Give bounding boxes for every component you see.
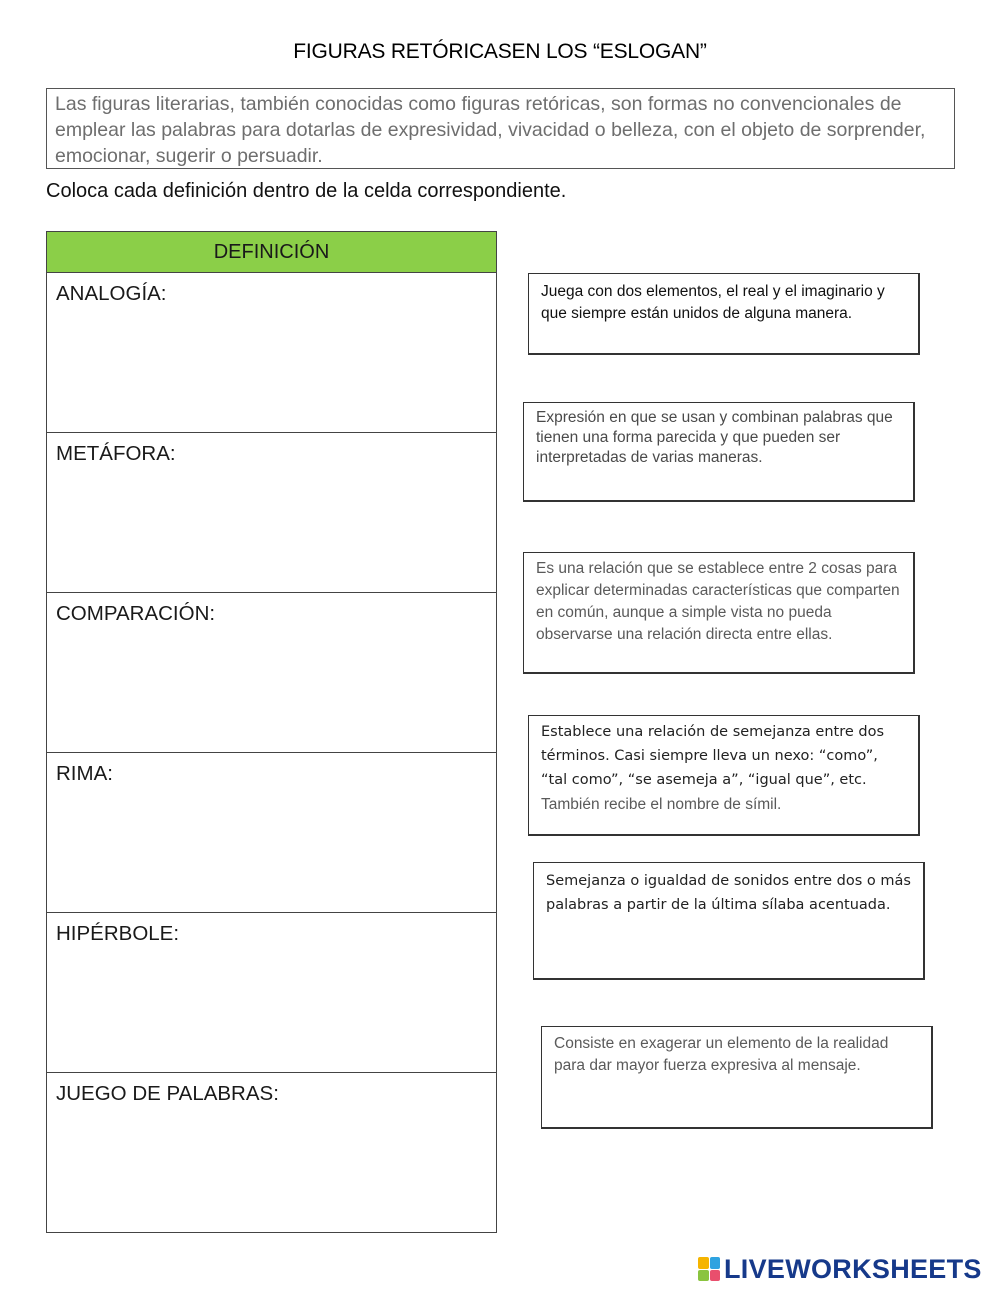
draggable-definition-card[interactable]: Es una relación que se establece entre 2 cosas para explicar determinadas características que comparten en común, aunque a simple vista no pueda observarse una relación directa entre ellas.	[523, 552, 915, 674]
card-text: Establece una relación de semejanza entre dos términos. Casi siempre lleva un nexo: “como”, “tal como”, “se asemeja a”, “igual que”, etc.	[541, 724, 885, 788]
draggable-definition-card[interactable]: Expresión en que se usan y combinan palabras que tienen una forma parecida y que pueden ser interpretadas de varias maneras.	[523, 402, 915, 502]
logo-block	[710, 1270, 721, 1282]
draggable-definition-card[interactable]: Consiste en exagerar un elemento de la realidad para dar mayor fuerza expresiva al mensaje.	[541, 1026, 933, 1129]
row-label: HIPÉRBOLE:	[56, 922, 180, 945]
row-label: RIMA:	[56, 762, 113, 785]
row-label: ANALOGÍA:	[56, 282, 167, 305]
table-header: DEFINICIÓN	[47, 232, 496, 273]
row-label: COMPARACIÓN:	[56, 602, 216, 625]
row-label: JUEGO DE PALABRAS:	[56, 1082, 279, 1105]
drop-cell-hiperbole[interactable]	[47, 913, 496, 1073]
liveworksheets-logo[interactable]	[698, 1252, 982, 1286]
logo-block	[698, 1257, 709, 1269]
logo-text: LIVEWORKSHEETS	[724, 1253, 982, 1284]
logo-block	[698, 1270, 709, 1282]
draggable-definition-card[interactable]	[528, 715, 920, 836]
drop-cell-juego-de-palabras[interactable]	[47, 1073, 496, 1233]
drop-cell-metafora[interactable]	[47, 433, 496, 593]
intro-box: Las figuras literarias, también conocidas como figuras retóricas, son formas no convencionales de emplear las palabras para dotarlas de expresividad, vivacidad o belleza, con el objeto de sorprender, emocionar, sugerir o persuadir.	[46, 88, 955, 169]
row-label: METÁFORA:	[56, 442, 176, 465]
liveworksheets-logo-icon	[698, 1257, 720, 1281]
draggable-definition-card[interactable]: Juega con dos elementos, el real y el imaginario y que siempre están unidos de alguna manera.	[528, 273, 920, 355]
drop-cell-analogia[interactable]	[47, 273, 496, 433]
worksheet-title: FIGURAS RETÓRICASEN LOS “ESLOGAN”	[293, 40, 707, 63]
draggable-definition-card[interactable]: Semejanza o igualdad de sonidos entre dos o más palabras a partir de la última sílaba acentuada.	[533, 862, 925, 980]
definitions-table	[46, 231, 497, 1233]
logo-block	[710, 1257, 721, 1269]
instruction-text: Coloca cada definición dentro de la celda correspondiente.	[46, 180, 567, 202]
drop-cell-rima[interactable]	[47, 753, 496, 913]
card-text-tail: También recibe el nombre de símil.	[541, 795, 782, 813]
drop-cell-comparacion[interactable]	[47, 593, 496, 753]
